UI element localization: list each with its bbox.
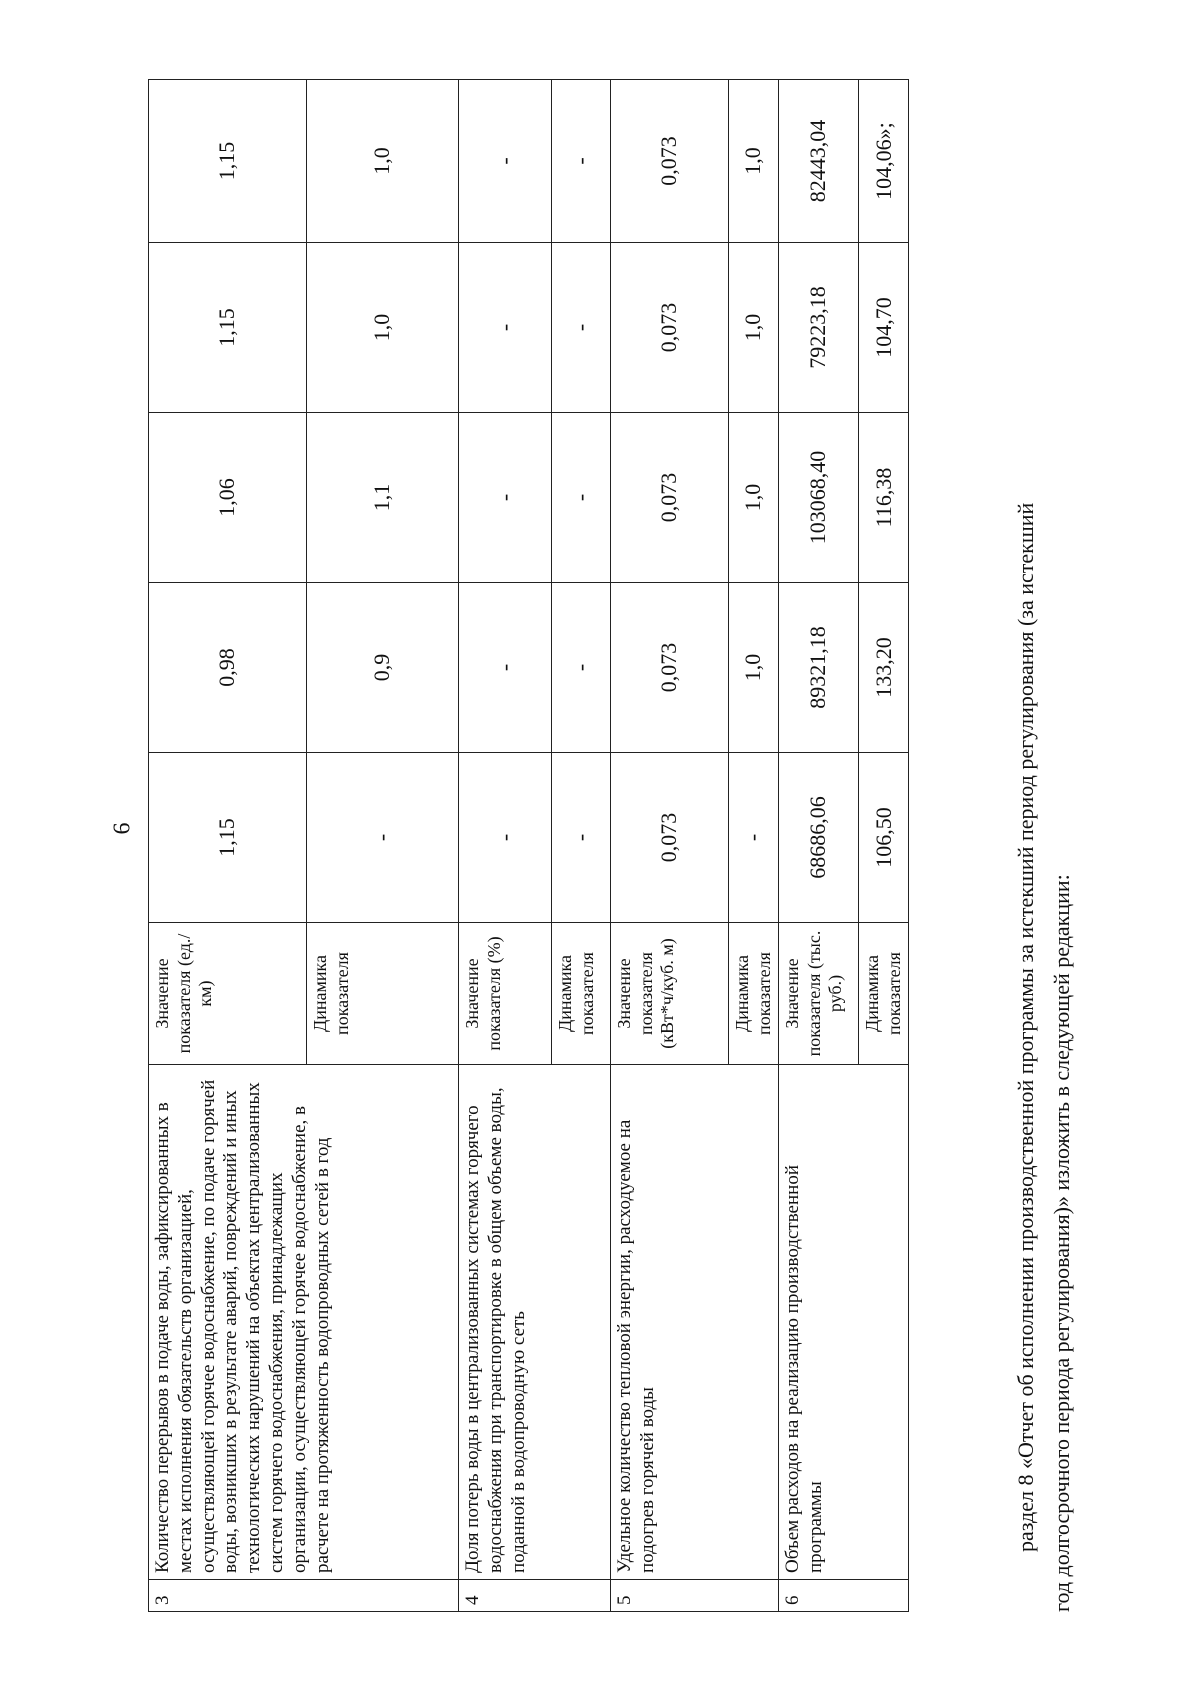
value-cell: - bbox=[729, 753, 779, 923]
indicator-label: Динамика показателя bbox=[552, 923, 611, 1065]
row-index: 3 bbox=[149, 1580, 459, 1612]
indicator-label: Динамика показателя bbox=[729, 923, 779, 1065]
value-cell: 0,073 bbox=[611, 243, 729, 413]
value-cell: - bbox=[459, 583, 552, 753]
value-cell: 1,0 bbox=[307, 243, 459, 413]
value-cell: 1,0 bbox=[729, 80, 779, 243]
value-cell: - bbox=[307, 753, 459, 923]
row-index: 4 bbox=[459, 1580, 611, 1612]
value-cell: - bbox=[459, 80, 552, 243]
value-cell: 0,073 bbox=[611, 80, 729, 243]
indicator-label: Динамика показателя bbox=[307, 923, 459, 1065]
value-cell: 82443,04 bbox=[779, 80, 859, 243]
table-row bbox=[611, 80, 729, 1612]
value-cell: 79223,18 bbox=[779, 243, 859, 413]
section-note bbox=[1008, 80, 1080, 1612]
value-cell: 0,9 bbox=[307, 583, 459, 753]
note-line-1: раздел 8 «Отчет об исполнении производственной программы за истекший период регулирования (за истекший bbox=[1013, 502, 1038, 1552]
value-cell: - bbox=[552, 413, 611, 583]
row-index: 6 bbox=[779, 1580, 909, 1612]
value-cell: 1,0 bbox=[307, 80, 459, 243]
value-cell: 0,98 bbox=[149, 583, 307, 753]
value-cell: 89321,18 bbox=[779, 583, 859, 753]
indicator-label: Значение показателя (ед./км) bbox=[149, 923, 307, 1065]
value-cell: 106,50 bbox=[859, 753, 909, 923]
table-row bbox=[149, 80, 307, 1612]
value-cell: 1,0 bbox=[729, 583, 779, 753]
value-cell: - bbox=[459, 753, 552, 923]
value-cell: - bbox=[459, 413, 552, 583]
row-description: Доля потерь воды в централизованных системах горячего водоснабжения при транспортировке в общем объеме воды, поданной в водопроводную сеть bbox=[459, 1065, 611, 1580]
indicators-table bbox=[148, 79, 909, 1612]
indicator-label: Динамика показателя bbox=[859, 923, 909, 1065]
value-cell: 116,38 bbox=[859, 413, 909, 583]
rotated-content bbox=[148, 80, 1168, 1612]
value-cell: 68686,06 bbox=[779, 753, 859, 923]
value-cell: 103068,40 bbox=[779, 413, 859, 583]
value-cell: - bbox=[552, 80, 611, 243]
value-cell: 0,073 bbox=[611, 413, 729, 583]
value-cell: - bbox=[552, 583, 611, 753]
table-row bbox=[459, 80, 552, 1612]
value-cell: 104,06»; bbox=[859, 80, 909, 243]
value-cell: 1,06 bbox=[149, 413, 307, 583]
table-row bbox=[779, 80, 859, 1612]
row-description: Объем расходов на реализацию производственной программы bbox=[779, 1065, 909, 1580]
value-cell: 133,20 bbox=[859, 583, 909, 753]
indicator-label: Значение показателя (тыс. руб.) bbox=[779, 923, 859, 1065]
indicator-label: Значение показателя (кВт*ч/куб. м) bbox=[611, 923, 729, 1065]
value-cell: 1,15 bbox=[149, 243, 307, 413]
value-cell: 1,0 bbox=[729, 413, 779, 583]
value-cell: 1,0 bbox=[729, 243, 779, 413]
value-cell: 1,15 bbox=[149, 753, 307, 923]
indicator-label: Значение показателя (%) bbox=[459, 923, 552, 1065]
value-cell: 0,073 bbox=[611, 753, 729, 923]
value-cell: 0,073 bbox=[611, 583, 729, 753]
value-cell: 1,1 bbox=[307, 413, 459, 583]
row-description: Количество перерывов в подаче воды, зафиксированных в местах исполнения обязательств организацией, осуществляющей горячее водоснабжение, по подаче горячей воды, возникших в результате аварий, повреждений и иных технологических нарушений на объектах централизованных систем горячего водоснабжения, принадлежащих организации, осуществляющей горячее водоснабжение, в расчете на протяженность водопроводных сетей в год bbox=[149, 1065, 459, 1580]
value-cell: - bbox=[552, 243, 611, 413]
value-cell: 104,70 bbox=[859, 243, 909, 413]
page-number: 6 bbox=[109, 822, 136, 835]
value-cell: 1,15 bbox=[149, 80, 307, 243]
row-description: Удельное количество тепловой энергии, расходуемое на подогрев горячей воды bbox=[611, 1065, 779, 1580]
value-cell: - bbox=[459, 243, 552, 413]
table-body bbox=[149, 80, 909, 1612]
row-index: 5 bbox=[611, 1580, 779, 1612]
note-line-2: год долгосрочного периода регулирования)» изложить в следующей редакции: bbox=[1049, 874, 1074, 1612]
value-cell: - bbox=[552, 753, 611, 923]
